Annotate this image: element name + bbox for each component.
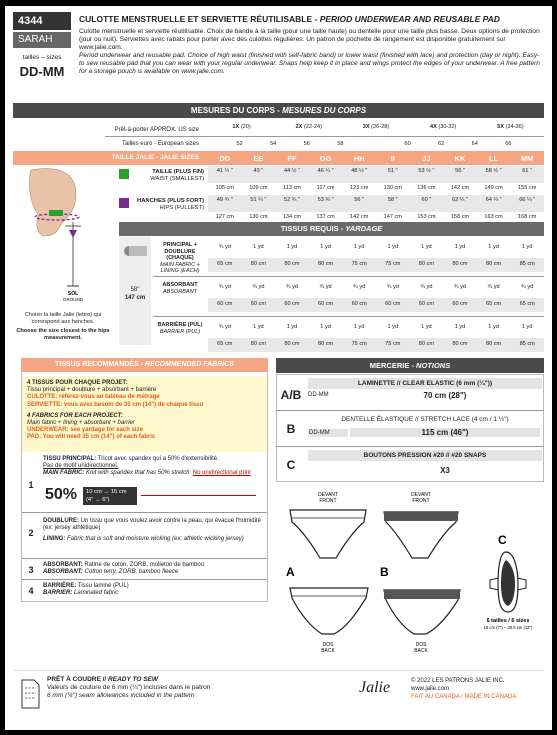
yardage-yd: 1 yd [387,244,399,250]
yardage-cm: 80 cm [250,341,266,347]
hips-inches: 60 " [421,197,432,203]
waist-cm: 155 cm [518,185,537,191]
pad-sizes: 6 tailles / 6 sizes [486,618,530,624]
hips-cm: 163 cm [484,214,503,220]
notion-value-1: 70 cm (28") [423,391,467,400]
footer-legal: © 2022 LES PATRONS JALIE INC. www.jalie.com FAIT AU CANADA / MADE IN CANADA [411,678,517,700]
waist-inches: 53 ½ " [418,168,435,174]
jalie-sizes-label: TAILLE JALIE - JALIE SIZES [111,154,199,161]
yardage-row-label: ABSORBANT ABSORBANT [162,282,198,295]
yardage-cm: 75 cm [351,341,367,347]
yardage-yd: 1 yd [353,324,365,330]
yardage-cm: 60 cm [317,301,334,307]
hips-label: HANCHES (PLUS FORT) HIPS (FULLEST) [137,198,204,211]
yardage-cm: 60 cm [452,301,468,307]
hips-inches: 58 " [387,197,398,203]
yardage-yd: ¾ yd [420,284,433,290]
yardage-yd: ¾ yd [487,284,500,290]
yardage-yd: 1 yd [253,324,264,330]
yardage-yd: ¾ yd [218,324,231,330]
waist-inches: 48 ½ " [351,168,368,174]
intro-fr: Culotte menstruelle et serviette réutilisable. Choix de bande à la taille (pour une taille haute) ou dentelle pour une taille plus basse. Deux options de protection (jour ou nuit). Serviettes avec rabats pour porter avec des culottes régulières. Un patron de pochette de rangement est disponible gratuitement sur www.jalie.com. [79,28,540,52]
svg-text:DOS: DOS [415,642,427,648]
yardage-yd: ¾ yd [521,284,534,290]
hips-cm: 137 cm [316,214,335,220]
yardage-cm: 80 cm [317,341,334,347]
jalie-size: II [390,154,395,163]
fabrics-summary-box: 4 TISSUS POUR CHAQUE PROJET: Tissu principal + doublure + absorbant + barrière CULOTTE: référez-vous au tableau de métrage SERVIETTE: vous avez besoin de 35 cm (14") de chaque tissu 4 FABRICS FOR EACH PROJECT: Main fabric + lining + absorbant + barrier UNDERWEAR: see yardage for each size PAD: You will need 35 cm (14") of each fabric [22,376,267,452]
choose-size-en: Choose the size closest to the hips measurement. [16,328,110,341]
yardage-cm: 80 cm [250,261,266,267]
yardage-yd: 1 yd [320,324,331,330]
eu-size: 54 [270,141,277,147]
notion-value-2: 115 cm (46") [350,428,540,437]
rtw-label: Prêt-à-porter APPROX. US size [114,127,199,133]
yardage-cm: 80 cm [418,261,434,267]
waist-inches: 43 " [253,168,264,174]
yardage-cm: 60 cm [250,301,266,307]
intro-text [79,28,541,77]
choose-size-fr: Choisir la taille Jalie (lettre) qui correspond aux hanches. [24,312,102,325]
waist-cm: 136 cm [417,185,436,191]
title-fr: CULOTTE MENSTRUELLE ET SERVIETTE RÉUTILISABLE - [79,14,318,24]
waist-label: TAILLE (PLUS FIN) WAIST (SMALLEST) [150,169,204,182]
jalie-size: GG [319,154,332,163]
hips-inches: 49 ¾ " [216,197,233,203]
waist-cm: 149 cm [484,185,503,191]
yardage-cm: 65 cm [519,301,535,307]
hips-inches: 62 ¼ " [451,197,468,203]
eu-size: 60 [404,141,411,147]
yardage-yd: 1 yd [454,244,466,250]
fabric-item-2: DOUBLURE: Un tissu que vous voulez avoir contre la peau, qui évacue l'humidité (ex: jersey athlétique) LINING: Fabric that is soft and moisture wicking (ex: athletic wicking jersey) [43,518,261,543]
fabric-item-3: ABSORBANT: Ratine de coton, ZORB, molleton de bambou ABSORBANT: Cotton terry, ZORB, bamboo fleece [43,562,205,576]
title-en: PERIOD UNDERWEAR AND REUSABLE PAD [319,14,500,24]
waist-inches: 44 ½ " [283,168,300,174]
yardage-yd: 1 yd [488,324,499,330]
footer-ready: PRÊT À COUDRE // READY TO SEW Valeurs de couture de 6 mm (¼") incluses dans le patron 6 mm (¼") seam allowances included in the pattern [47,676,211,699]
body-figure-panel [13,166,115,306]
notion-range-1: DD-MM [308,392,329,398]
measures-title-en: MESURES DU CORPS [282,106,367,115]
jalie-size: JJ [422,154,431,163]
us-size: 3X (26-28) [362,124,390,130]
waist-cm: 109 cm [249,185,268,191]
eu-size: 62 [438,141,445,147]
pattern-number: 4344 [13,12,71,30]
yardage-row-label: PRINCIPAL + DOUBLURE (CHAQUE) MAIN FABRIC + LINING (EACH) [160,242,200,275]
eu-label: Tailles euro - European sizes [121,141,199,147]
yardage-cm: 80 cm [485,261,502,267]
ready-to-sew-icon [19,678,41,710]
svg-text:BACK: BACK [414,648,428,654]
hips-inches: 56 " [354,197,365,203]
eu-size: 52 [236,141,243,147]
measures-title-fr: MESURES DU CORPS - [190,106,280,115]
yardage-yd: 1 yd [454,324,466,330]
us-size: 2X (22-24) [295,124,322,130]
yardage-yd: ¾ yd [285,284,299,290]
waist-marker-icon [119,169,129,179]
hips-inches: 52 ¾ " [283,197,300,203]
eu-size: 64 [471,141,478,147]
yardage-yd: 1 yd [421,324,432,330]
yardage-cm: 80 cm [284,261,300,267]
pad-dims: 18 cm (7") – 30.5 cm (12") [483,625,533,630]
label-b: B [380,565,389,579]
jalie-size: MM [520,154,534,163]
notion-title-3: BOUTONS PRESSION #20 // #20 SNAPS [308,450,542,461]
waist-inches: 41 ¼ " [216,168,233,174]
underwear-a-front [290,510,366,558]
notion-letter-c: C [286,458,296,472]
waist-cm: 123 cm [350,185,369,191]
fabrics-fr-title: 4 TISSUS POUR CHAQUE PROJET: [27,380,128,386]
fabric-num-4: 4 [28,586,34,596]
jalie-size: FF [287,154,297,163]
yardage-cm: 75 cm [351,261,367,267]
yardage-yd: 1 yd [286,324,298,330]
us-size: 1X (20) [232,124,251,130]
hips-cm: 127 cm [215,214,234,220]
eu-size: 56 [303,141,310,147]
yardage-cm: 60 cm [385,301,401,307]
fabric-num-1: 1 [28,480,34,490]
hips-cm: 153 cm [417,214,436,220]
garment-illustrations [276,488,544,666]
yardage-yd: ¾ yd [218,284,231,290]
jalie-size: DD [219,154,231,163]
jalie-size: LL [489,154,499,163]
hips-inches: 51 ¼ " [250,197,267,203]
fabric-num-3: 3 [28,565,34,575]
yardage-cm: 80 cm [418,341,434,347]
ground-label: SOL [67,291,79,297]
waist-cm: 130 cm [383,185,402,191]
yardage-cm: 75 cm [385,341,401,347]
hips-inches: 53 ¾ " [317,197,334,203]
yardage-cm: 60 cm [217,301,233,307]
fabric-bolt-icon [119,237,151,277]
yardage-cm: 80 cm [485,341,502,347]
yardage-yd: ¾ yd [386,284,399,290]
notion-letter-b: B [286,422,296,436]
yardage-cm: 60 cm [351,301,367,307]
sizes-range: DD-MM [19,64,65,79]
waist-inches: 56 " [455,168,465,174]
yardage-yd: 1 yd [387,324,399,330]
yardage-cm: 80 cm [452,341,468,347]
notions-header: MERCERIE - NOTIONS [276,358,544,373]
label-c: C [498,533,507,547]
hips-cm: 134 cm [282,214,302,220]
yardage-header: TISSUS REQUIS - YARDAGE [119,222,544,236]
underwear-a-back [290,588,368,634]
waist-inches: 51 " [387,168,398,174]
notion-range-2: DD-MM [308,429,348,437]
svg-text:FRONT: FRONT [319,498,337,504]
hips-cm: 158 cm [450,214,470,220]
waist-cm: 105 cm [215,185,234,191]
yardage-yd: 1 yd [320,244,331,250]
yardage-yd: 1 yd [353,244,365,250]
yardage-cm: 85 cm [519,261,535,267]
bolt-width-cm: 147 cm [124,295,146,301]
fabric-num-2: 2 [28,528,34,538]
waist-cm: 117 cm [316,185,335,191]
us-size: 4X (30-32) [429,124,457,130]
ground-label-en: GROUND [63,297,83,302]
yardage-yd: 1 yd [521,244,533,250]
measures-header [13,103,544,118]
sizes-label: tailles – sizes [22,54,62,61]
svg-text:BACK: BACK [321,648,335,654]
eu-size: 58 [337,141,344,147]
yardage-cm: 60 cm [284,301,300,307]
stretch-ruler: 10 cm → 15 cm (4" → 6") [83,487,137,505]
hips-inches: 64 ¼ " [485,197,502,203]
yardage-cm: 60 cm [418,301,434,307]
brand-logo: Jalie [359,679,391,696]
yardage-yd: 1 yd [421,244,432,250]
hips-cm: 168 cm [518,214,537,220]
yardage-yd: 1 yd [286,244,298,250]
yardage-yd: ¾ yd [252,284,265,290]
yardage-yd: ¾ yd [319,284,332,290]
yardage-cm: 65 cm [485,301,502,307]
yardage-row-label: BARRIÈRE (PUL) BARRIER (PUL) [157,322,203,335]
notion-title-2: DENTELLE ÉLASTIQUE // STRETCH LACE (4 cm / 1 ½") [308,414,542,425]
yardage-yd: 1 yd [521,324,533,330]
jalie-size: HH [353,154,365,163]
hips-cm: 142 cm [350,214,369,220]
pattern-name: SARAH [13,32,71,48]
yardage-yd: ¾ yd [353,284,366,290]
hips-cm: 147 cm [383,214,402,220]
jalie-size: EE [253,154,264,163]
notion-title-1: LAMINETTE // CLEAR ELASTIC (6 mm (¼")) [308,378,542,389]
page-title [79,14,539,24]
waist-inches: 46 ¼ " [317,168,334,174]
svg-text:FRONT: FRONT [412,498,430,504]
waist-cm: 113 cm [283,185,301,191]
jalie-size: KK [454,154,466,163]
yardage-cm: 80 cm [317,261,334,267]
body-figure [13,166,115,306]
yardage-yd: ¾ yd [453,284,467,290]
svg-text:DEVANT: DEVANT [411,492,431,498]
waist-cm: 142 cm [450,185,470,191]
fabric-item-4: BARRIÈRE: Tissu laminé (PUL) BARRIER: Laminated fabric [43,583,129,597]
yardage-yd: ¾ yd [218,244,231,250]
hips-cm: 130 cm [249,214,268,220]
eu-size: 66 [505,141,512,147]
yardage-cm: 80 cm [452,261,468,267]
notion-letter-ab: A/B [280,388,302,402]
yardage-cm: 65 cm [217,261,233,267]
waist-inches: 61 " [522,168,533,174]
fabrics-header: TISSUS RECOMMANDÉS - RECOMMENDED FABRICS [21,358,268,372]
yardage-cm: 85 cm [519,341,535,347]
fabrics-en-title: 4 FABRICS FOR EACH PROJECT: [27,412,123,419]
waist-inches: 58 ½ " [485,168,502,174]
fabric-item-1: TISSU PRINCIPAL: Tricot avec spandex qui a 50% d'extensibilité. Pas de motif unidirectionnel. MAIN FABRIC: Knit with spandex that has 50% stretch. No unidirectional print [43,456,251,477]
stretch-arrow [141,495,256,496]
lace-band [384,512,458,521]
yardage-cm: 75 cm [385,261,401,267]
us-size: 5X (34-36) [497,124,524,130]
hips-marker-icon [119,198,129,208]
label-a: A [286,565,295,579]
hips-inches: 66 ¼ " [519,197,536,203]
yardage-cm: 80 cm [284,341,300,347]
yardage-yd: 1 yd [488,244,499,250]
pattern-sheet [5,6,552,730]
svg-text:DEVANT: DEVANT [318,492,338,498]
bolt-width-panel [119,237,151,345]
yardage-yd: 1 yd [253,244,264,250]
intro-en: Period underwear and reusable pad. Choice of high waist (finished with self-fabric band) or lower waist (finished with lace) and protection (day or night). Easy-to sew reusable pad that you can wear with your regular underwear. Snaps help keep it in place and wings protect the edges of your underwear. A free pattern for a storage pouch is available on www.jalie.com. [79,52,540,76]
bolt-width: 58" [130,287,140,293]
stretch-percent: 50% [45,486,78,503]
notion-value-3: X3 [440,466,450,475]
svg-text:DOS: DOS [322,642,334,648]
yardage-cm: 65 cm [217,341,233,347]
